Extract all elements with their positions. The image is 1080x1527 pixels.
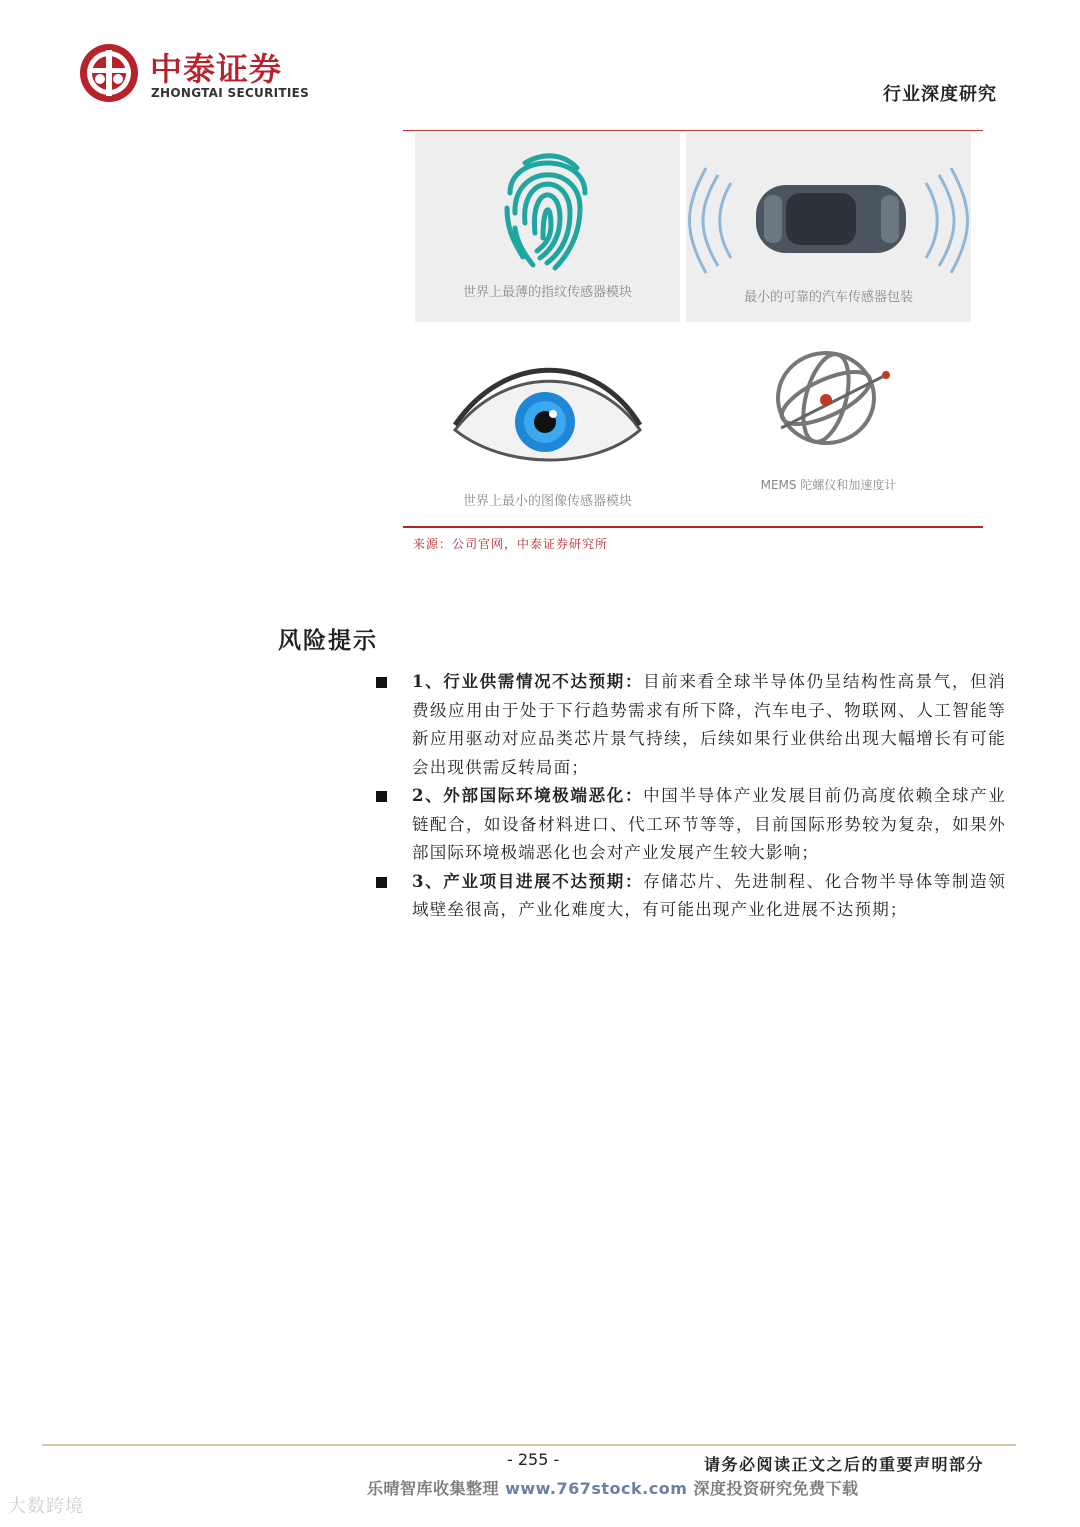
fingerprint-icon <box>415 133 680 278</box>
logo-chinese-name: 中泰证券 <box>150 50 283 88</box>
corner-watermark: 大数跨境 <box>8 1496 84 1517</box>
page-number: - 255 - <box>507 1450 560 1469</box>
panel-caption: 世界上最小的图像传感器模块 <box>462 494 632 509</box>
report-type-label: 行业深度研究 <box>883 84 997 105</box>
watermark-prefix: 乐晴智库收集整理 <box>367 1479 506 1498</box>
risk-item-heading: 3、产业项目进展不达预期： <box>412 871 644 891</box>
company-logo <box>78 42 328 106</box>
gyroscope-icon <box>686 330 971 470</box>
figure-top-rule <box>403 130 983 131</box>
risk-item <box>374 782 1006 868</box>
square-bullet-icon <box>376 877 387 888</box>
figure-bottom-rule <box>403 526 983 528</box>
logo-english-name: ZHONGTAI SECURITIES <box>151 86 310 100</box>
square-bullet-icon <box>376 677 387 688</box>
image-sensor-panel <box>415 330 680 520</box>
panel-caption: 世界上最薄的指纹传感器模块 <box>462 285 632 300</box>
risk-item-body: 中国半导体产业发展目前仍高度依赖全球产业链配合，如设备材料进口、代工环节等等，目前国际形势较为复杂，如果外部国际环境极端恶化也会对产业发展产生较大影响； <box>412 786 1006 862</box>
eye-icon <box>415 330 680 480</box>
risk-item <box>374 668 1006 782</box>
risk-item-body: 存储芯片、先进制程、化合物半导体等制造领域壁垒很高，产业化难度大，有可能出现产业化进展不达预期； <box>412 871 1006 919</box>
panel-caption: 最小的可靠的汽车传感器包装 <box>743 290 913 305</box>
panel-caption: MEMS 陀螺仪和加速度计 <box>760 478 897 492</box>
risk-item-body: 目前来看全球半导体仍呈结构性高景气，但消费级应用由于处于下行趋势需求有所下降，汽车电子、物联网、人工智能等新应用驱动对应品类芯片景气持续，后续如果行业供给出现大幅增长有可能会出现供需反转局面； <box>412 672 1006 777</box>
disclaimer-note: 请务必阅读正文之后的重要声明部分 <box>704 1455 985 1474</box>
fingerprint-sensor-panel <box>415 133 680 322</box>
risk-item-heading: 1、行业供需情况不达预期： <box>412 672 644 691</box>
car-sensor-panel <box>686 133 971 322</box>
risk-item-heading: 2、外部国际环境极端恶化： <box>412 786 644 805</box>
mems-gyroscope-panel <box>686 330 971 520</box>
footer-rule <box>42 1444 1016 1446</box>
section-title: 风险提示 <box>278 627 378 654</box>
car-sensor-icon <box>686 133 971 278</box>
risk-item <box>374 868 1006 925</box>
risk-list <box>374 668 1006 925</box>
download-watermark <box>367 1476 858 1499</box>
square-bullet-icon <box>376 791 387 802</box>
watermark-suffix: 深度投资研究免费下载 <box>687 1479 859 1498</box>
watermark-link[interactable]: www.767stock.com <box>505 1479 688 1498</box>
figure-source: 来源：公司官网，中泰证券研究所 <box>413 537 609 551</box>
zhongtai-logo-icon <box>78 42 140 104</box>
